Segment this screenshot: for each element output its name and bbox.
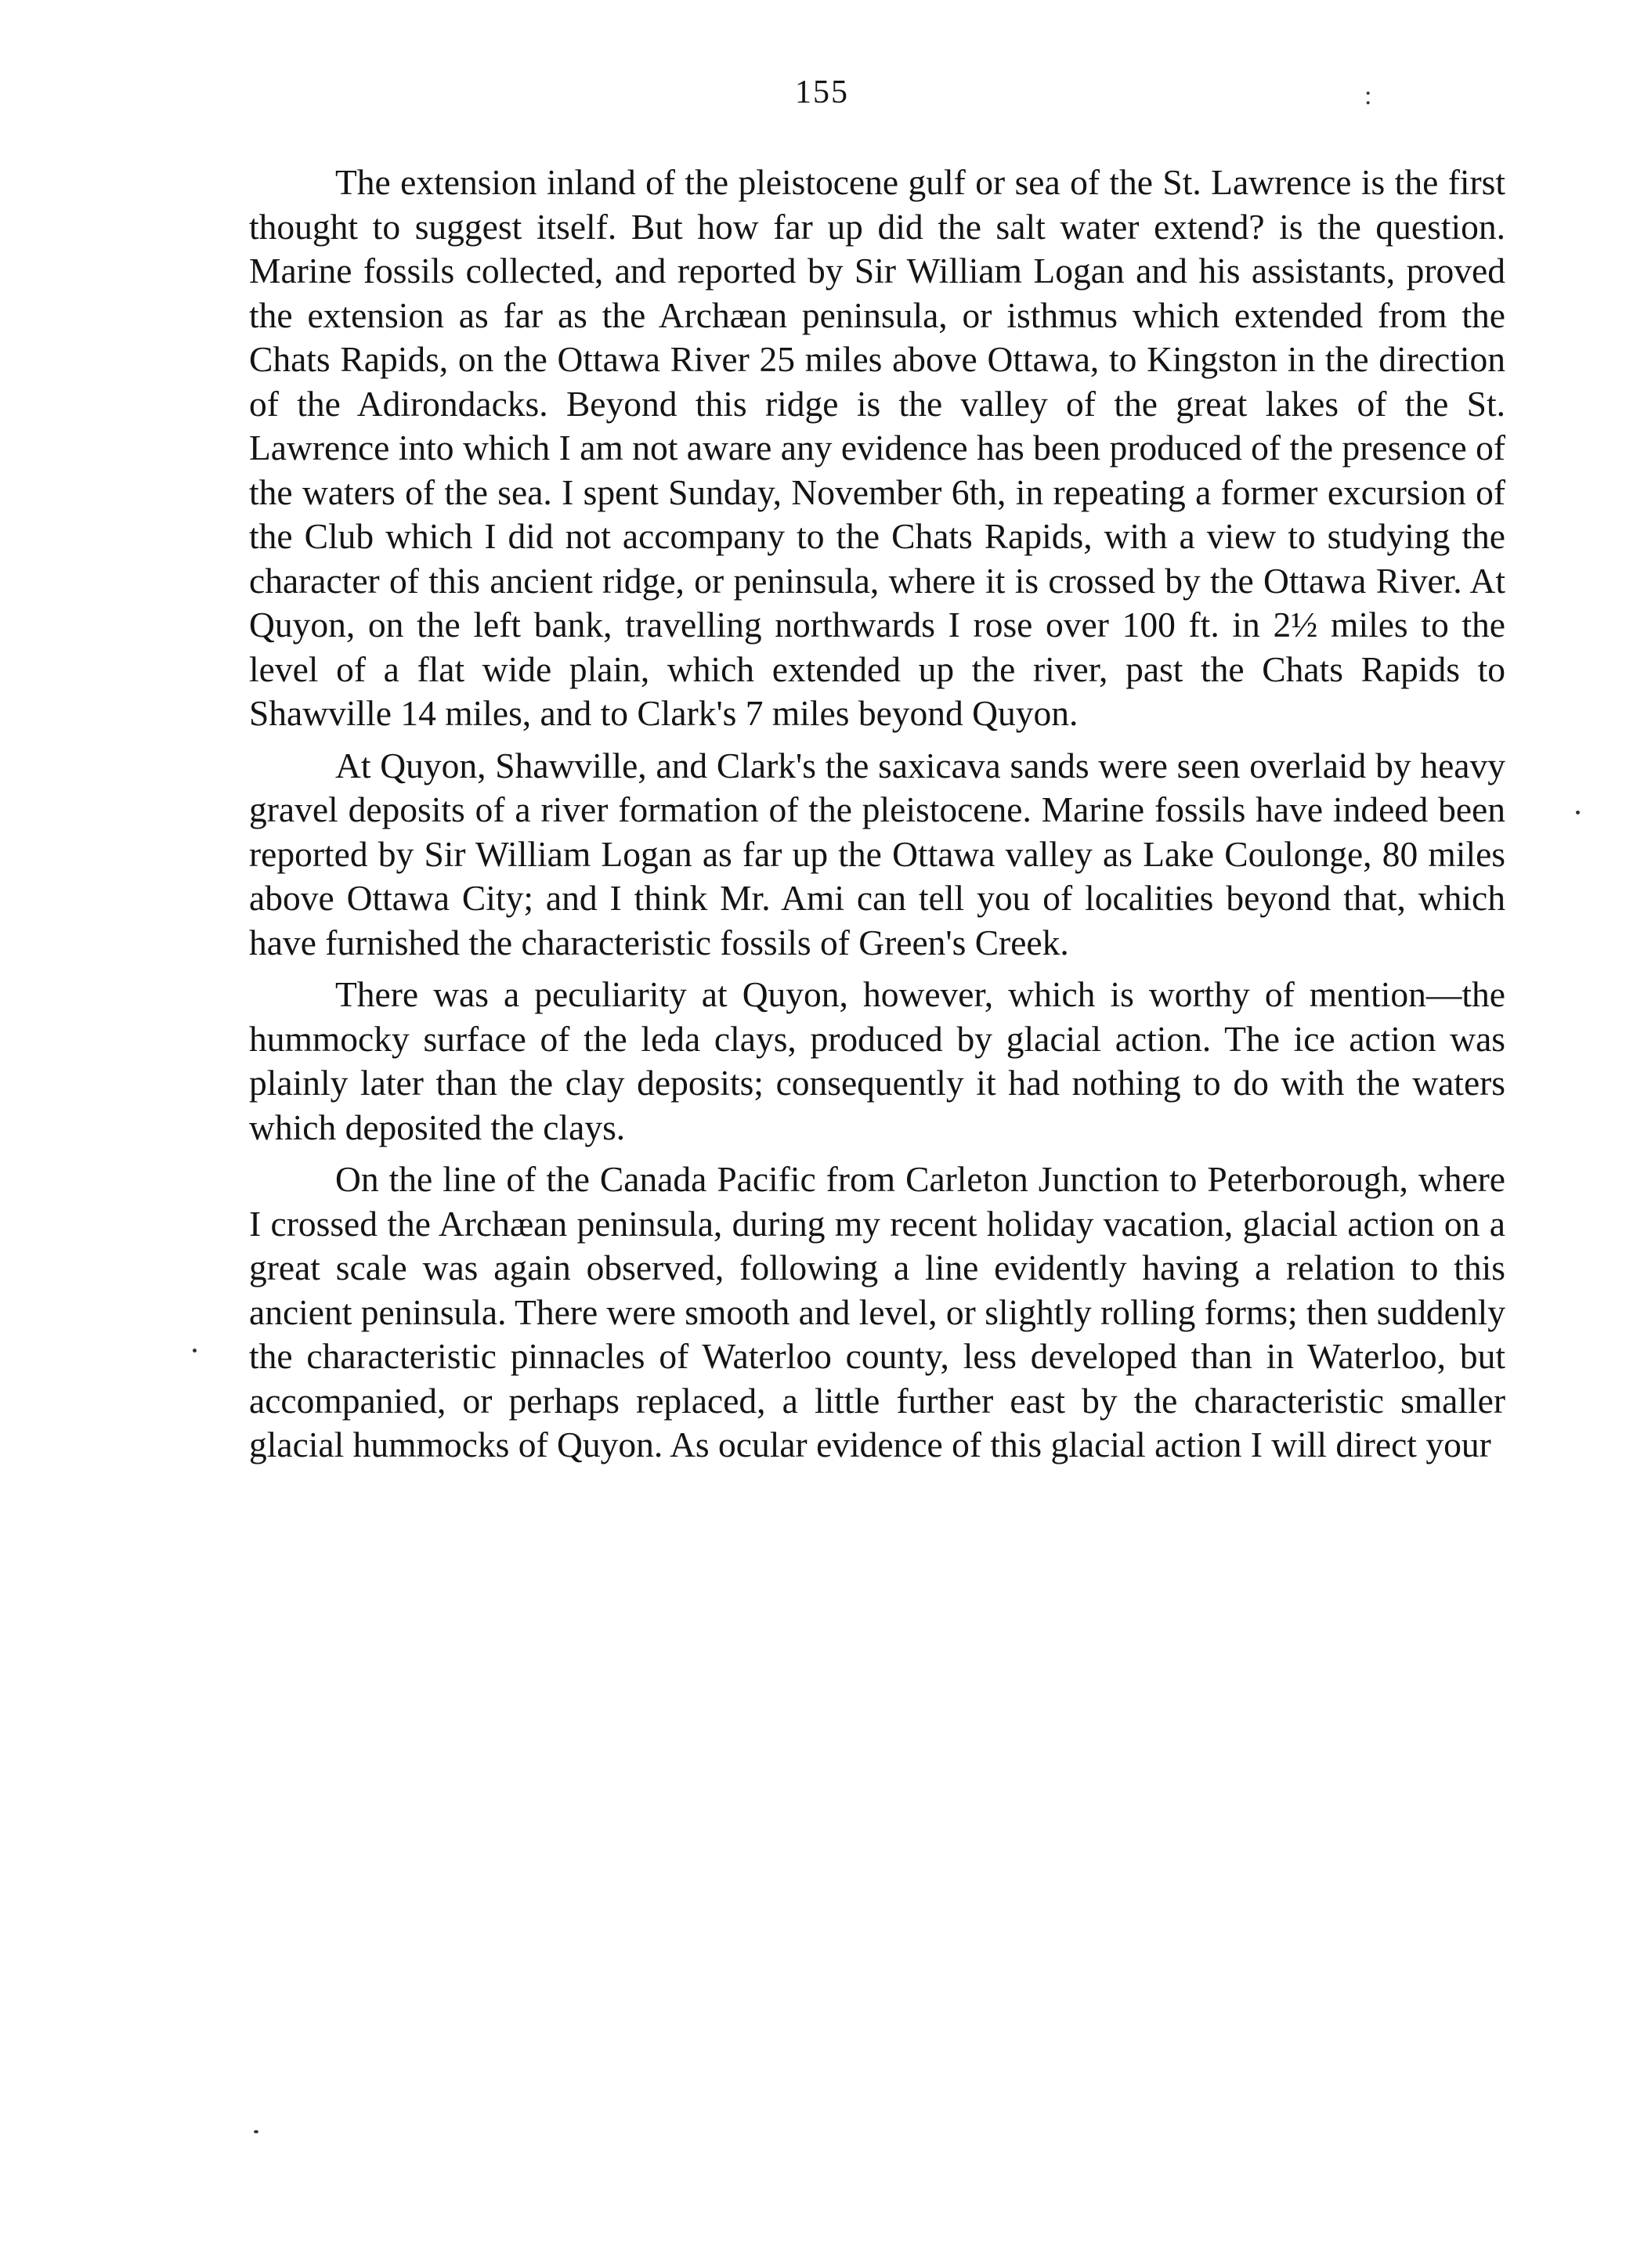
- paragraph-4: On the line of the Canada Pacific from Carleton Junction to Peterborough, where I crossed the Archæan peninsula, during my recent holiday vacation, glacial action on a great scale was again observed, following a line evidently having a relation to this ancient peninsula. There were smooth and level, or slightly rolling forms; then suddenly the characteristic pinnacles of Waterloo county, less developed than in Waterloo, but accompanied, or perhaps replaced, a little further east by the characteristic smaller glacial hummocks of Quyon. As ocular evidence of this glacial action I will direct your: [249, 1159, 1505, 1464]
- paragraph-1: The extension inland of the pleistocene gulf or sea of the St. Lawrence is the first thought to suggest itself. But how far up did the salt water extend? is the question. Marine fossils collected, and reported by Sir William Logan and his assistants, proved the extension as far as the Archæan peninsula, or isthmus which extended from the Chats Rapids, on the Ottawa River 25 miles above Ottawa, to Kingston in the direction of the Adirondacks. Beyond this ridge is the valley of the great lakes of the St. Lawrence into which I am not aware any evidence has been produced of the presence of the waters of the sea. I spent Sunday, November 6th, in repeating a former excursion of the Club which I did not accompany to the Chats Rapids, with a view to studying the character of this ancient ridge, or peninsula, where it is crossed by the Ottawa River. At Quyon, on the left bank, travelling northwards I rose over 100 ft. in 2½ miles to the level of a flat wide plain, which extended up the river, past the Chats Rapids to Shawville 14 miles, and to Clark's 7 miles beyond Quyon.: [249, 162, 1505, 733]
- margin-mark: :: [1364, 81, 1372, 110]
- paragraph-3: There was a peculiarity at Quyon, however, which is worthy of mention—the hummocky surface of the leda clays, produced by glacial action. The ice action was plainly later than the clay deposits; consequently it had nothing to do with the waters which deposited the clays.: [249, 974, 1505, 1147]
- scan-speck: [1576, 811, 1580, 814]
- scan-speck: [193, 1349, 197, 1352]
- scan-speck: [254, 2130, 258, 2133]
- page-number: 155: [795, 74, 849, 110]
- paragraph-2: At Quyon, Shawville, and Clark's the saxicava sands were seen overlaid by heavy gravel deposits of a river formation of the pleistocene. Marine fossils have indeed been reported by Sir William Logan as far up the Ottawa valley as Lake Coulonge, 80 miles above Ottawa City; and I think Mr. Ami can tell you of localities beyond that, which have furnished the characteristic fossils of Green's Creek.: [249, 745, 1505, 962]
- body-text: [249, 161, 1505, 1475]
